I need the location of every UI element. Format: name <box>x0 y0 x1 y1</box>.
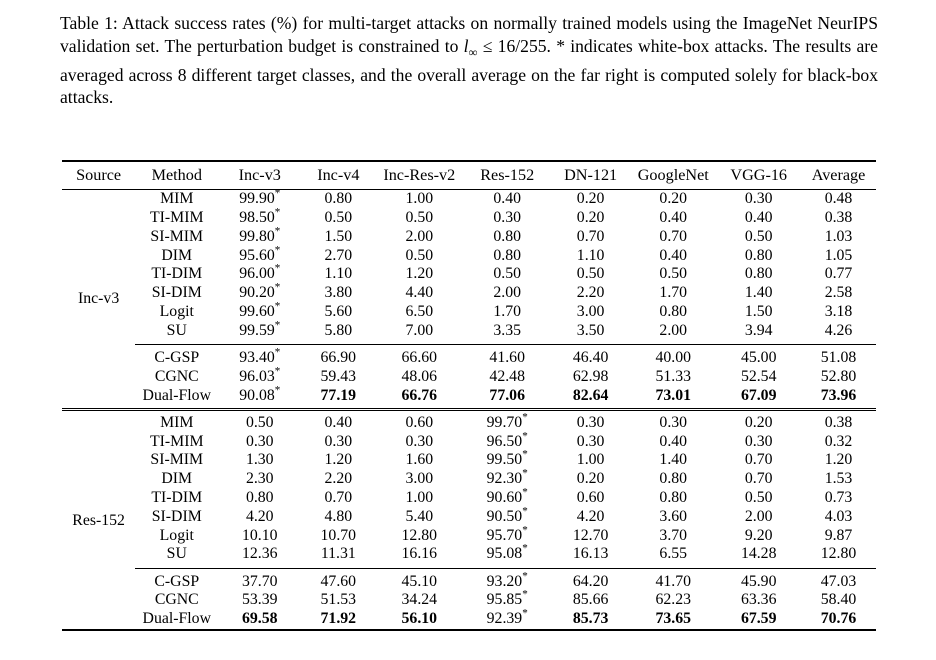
table-row <box>62 321 876 344</box>
value-cell: 0.48 <box>824 190 853 208</box>
value-cell: 63.36 <box>740 591 777 609</box>
value-cell: 0.40 <box>659 208 688 226</box>
whitebox-star: * <box>274 225 281 238</box>
value-cell: 82.64 <box>572 386 609 404</box>
value-cell: 93.40* <box>218 344 301 367</box>
method-label: C-GSP <box>135 344 218 367</box>
value-cell: 45.00 <box>716 344 801 367</box>
value-cell: 66.76 <box>401 386 438 404</box>
table-row <box>62 386 876 409</box>
column-header-average: Average <box>801 161 876 190</box>
value-cell: 1.10 <box>324 265 353 283</box>
value-cell: 3.94 <box>744 321 773 339</box>
method-label: Logit <box>159 526 194 544</box>
value-cell: 58.40 <box>820 591 857 609</box>
header-row <box>62 161 876 190</box>
method-label: TI-MIM <box>149 208 204 226</box>
value-cell: 96.03* <box>239 365 281 385</box>
value-cell: 93.20* <box>463 568 551 591</box>
value-cell: 0.20 <box>576 470 605 488</box>
value-cell: 99.70* <box>463 409 551 432</box>
table-row <box>62 284 876 303</box>
value-cell: 3.35 <box>493 321 522 339</box>
value-cell: 1.50 <box>324 227 353 245</box>
whitebox-star: * <box>522 467 528 480</box>
value-cell: 0.40 <box>301 409 375 432</box>
value-cell: 1.70 <box>659 284 688 302</box>
value-cell: 0.60 <box>576 488 605 506</box>
value-cell: 1.40 <box>659 451 688 469</box>
value-cell: 51.33 <box>655 367 692 385</box>
value-cell: 0.80 <box>659 302 688 320</box>
table-row <box>62 367 876 386</box>
table-row <box>62 545 876 568</box>
value-cell: 0.38 <box>801 409 876 432</box>
value-cell: 0.30 <box>493 208 522 226</box>
value-cell: 0.40 <box>659 432 688 450</box>
method-label: SI-DIM <box>151 284 202 302</box>
value-cell: 95.08* <box>486 543 528 563</box>
value-cell: 1.20 <box>405 265 434 283</box>
table-caption <box>0 0 878 109</box>
whitebox-star: * <box>522 449 528 462</box>
results-table <box>62 160 876 631</box>
value-cell: 48.06 <box>401 367 438 385</box>
value-cell: 95.60* <box>239 244 281 264</box>
value-cell: 3.80 <box>324 284 353 302</box>
method-label: TI-DIM <box>151 265 203 283</box>
value-cell: 67.59 <box>740 610 777 628</box>
column-header-inc-res-v2: Inc-Res-v2 <box>375 161 463 190</box>
value-cell: 42.48 <box>489 367 525 385</box>
value-cell: 4.20 <box>576 507 605 525</box>
value-cell: 4.20 <box>245 507 274 525</box>
value-cell: 12.70 <box>572 526 609 544</box>
value-cell: 0.20 <box>576 190 605 208</box>
value-cell: 1.70 <box>493 302 522 320</box>
value-cell: 96.50* <box>486 430 528 450</box>
value-cell: 4.26 <box>824 321 853 339</box>
table-row <box>62 246 876 265</box>
table-row <box>62 610 876 630</box>
value-cell: 0.80 <box>744 246 773 264</box>
table-row <box>62 189 876 208</box>
column-header-method: Method <box>135 161 218 190</box>
value-cell: 2.00 <box>744 507 773 525</box>
value-cell: 66.90 <box>301 344 375 367</box>
value-cell: 98.50* <box>239 206 281 226</box>
value-cell: 5.60 <box>324 302 353 320</box>
method-label: TI-MIM <box>149 432 204 450</box>
value-cell: 12.36 <box>242 545 278 563</box>
value-cell: 64.20 <box>551 568 630 591</box>
method-label: SI-MIM <box>150 451 204 469</box>
value-cell: 2.00 <box>659 321 688 339</box>
value-cell: 56.10 <box>401 610 438 628</box>
whitebox-star: * <box>522 570 528 583</box>
value-cell: 90.60* <box>486 486 528 506</box>
value-cell: 90.50* <box>486 505 528 525</box>
column-header-inc-v3: Inc-v3 <box>218 161 301 190</box>
method-label: CGNC <box>154 591 199 609</box>
value-cell: 0.30 <box>744 432 773 450</box>
value-cell: 0.30 <box>245 432 274 450</box>
value-cell: 4.03 <box>824 507 853 525</box>
whitebox-star: * <box>274 365 281 378</box>
value-cell: 7.00 <box>405 321 434 339</box>
table-row <box>62 451 876 470</box>
value-cell: 1.53 <box>824 470 853 488</box>
table-body <box>62 189 876 629</box>
whitebox-star: * <box>522 589 528 602</box>
table-row <box>62 209 876 228</box>
value-cell: 2.30 <box>245 470 274 488</box>
caption-label: Table 1: <box>60 13 118 33</box>
value-cell: 1.50 <box>744 302 773 320</box>
value-cell: 0.38 <box>824 208 853 226</box>
table-row <box>62 409 876 432</box>
value-cell: 51.53 <box>320 591 357 609</box>
table-row <box>62 432 876 451</box>
value-cell: 0.80 <box>493 246 522 264</box>
method-label: Logit <box>159 302 194 320</box>
value-cell: 12.80 <box>401 526 438 544</box>
value-cell: 1.00 <box>405 488 434 506</box>
method-label: C-GSP <box>135 568 218 591</box>
value-cell: 99.90* <box>239 187 281 208</box>
table-row <box>62 470 876 489</box>
value-cell: 70.76 <box>820 610 857 628</box>
value-cell: 0.50 <box>744 227 773 245</box>
value-cell: 99.59* <box>239 319 281 339</box>
whitebox-star: * <box>274 300 281 313</box>
value-cell: 3.18 <box>824 302 853 320</box>
value-cell: 1.60 <box>405 451 434 469</box>
value-cell: 41.70 <box>630 568 716 591</box>
value-cell: 45.10 <box>375 568 463 591</box>
value-cell: 96.00* <box>239 263 281 283</box>
value-cell: 77.19 <box>320 386 357 404</box>
method-label: TI-DIM <box>151 488 203 506</box>
value-cell: 0.80 <box>659 470 688 488</box>
value-cell: 85.73 <box>572 610 609 628</box>
value-cell: 0.30 <box>324 432 353 450</box>
value-cell: 9.20 <box>744 526 773 544</box>
value-cell: 66.60 <box>375 344 463 367</box>
caption-text-after-math: * indicates white-box attacks. The results are averaged across 8 different target classes, and the overall average on the far right is computed solely for black-box attacks. <box>60 35 878 108</box>
table-row <box>62 227 876 246</box>
value-cell: 95.85* <box>486 589 528 609</box>
value-cell: 0.50 <box>405 208 434 226</box>
whitebox-star: * <box>274 206 281 219</box>
whitebox-star: * <box>274 263 281 276</box>
value-cell: 34.24 <box>401 591 438 609</box>
value-cell: 90.20* <box>239 281 281 302</box>
table-row <box>62 507 876 526</box>
value-cell: 0.50 <box>576 265 605 283</box>
value-cell: 5.40 <box>405 507 434 525</box>
value-cell: 0.50 <box>405 246 434 264</box>
value-cell: 14.28 <box>740 545 777 563</box>
value-cell: 0.80 <box>324 190 353 208</box>
value-cell: 0.70 <box>324 488 353 506</box>
value-cell: 12.80 <box>820 545 857 563</box>
value-cell: 62.23 <box>655 591 692 609</box>
whitebox-star: * <box>274 384 281 397</box>
value-cell: 90.08* <box>239 384 281 404</box>
value-cell: 16.13 <box>572 545 609 563</box>
value-cell: 0.40 <box>744 208 773 226</box>
value-cell: 10.70 <box>320 526 357 544</box>
value-cell: 73.65 <box>655 610 692 628</box>
value-cell: 10.10 <box>242 526 278 544</box>
source-label: Res-152 <box>62 409 135 629</box>
value-cell: 59.43 <box>320 367 357 385</box>
method-label: SU <box>166 545 187 563</box>
value-cell: 2.20 <box>324 470 353 488</box>
value-cell: 62.98 <box>572 367 609 385</box>
value-cell: 92.30* <box>486 467 528 488</box>
value-cell: 4.80 <box>324 507 353 525</box>
method-label: SI-MIM <box>150 227 204 245</box>
math-variable: l <box>463 35 469 56</box>
value-cell: 9.87 <box>824 526 853 544</box>
value-cell: 0.70 <box>744 451 773 469</box>
value-cell: 73.96 <box>820 386 857 404</box>
value-cell: 67.09 <box>740 386 777 404</box>
value-cell: 0.70 <box>576 227 605 245</box>
value-cell: 0.80 <box>493 227 522 245</box>
table-row <box>62 303 876 322</box>
method-label: MIM <box>160 190 194 208</box>
table-row <box>62 344 876 367</box>
value-cell: 69.58 <box>242 610 278 628</box>
value-cell: 47.03 <box>801 568 876 591</box>
value-cell: 0.73 <box>824 488 853 506</box>
table-row <box>62 526 876 545</box>
whitebox-star: * <box>274 187 281 200</box>
value-cell: 1.03 <box>824 227 853 245</box>
value-cell: 0.40 <box>493 190 522 208</box>
value-cell: 3.70 <box>659 526 688 544</box>
value-cell: 0.50 <box>744 488 773 506</box>
value-cell: 0.30 <box>405 432 434 450</box>
value-cell: 2.00 <box>493 284 522 302</box>
value-cell: 46.40 <box>551 344 630 367</box>
value-cell: 53.39 <box>242 591 278 609</box>
value-cell: 37.70 <box>218 568 301 591</box>
value-cell: 73.01 <box>655 386 692 404</box>
value-cell: 0.80 <box>245 488 274 506</box>
value-cell: 0.50 <box>659 265 688 283</box>
value-cell: 0.30 <box>551 409 630 432</box>
value-cell: 0.60 <box>375 409 463 432</box>
method-label: SI-DIM <box>151 507 202 525</box>
method-label: DIM <box>161 470 193 488</box>
value-cell: 1.10 <box>576 246 605 264</box>
value-cell: 6.55 <box>659 545 688 563</box>
value-cell: 52.54 <box>740 367 777 385</box>
value-cell: 0.70 <box>659 227 688 245</box>
value-cell: 0.80 <box>659 488 688 506</box>
value-cell: 0.30 <box>576 432 605 450</box>
value-cell: 1.40 <box>744 284 773 302</box>
method-label: SU <box>166 321 187 339</box>
value-cell: 71.92 <box>320 610 357 628</box>
source-label: Inc-v3 <box>78 289 120 307</box>
value-cell: 0.32 <box>824 432 853 450</box>
whitebox-star: * <box>522 486 528 499</box>
value-cell: 1.05 <box>824 246 853 264</box>
whitebox-star: * <box>522 543 528 556</box>
math-rest: ≤ 16/255. <box>477 35 551 56</box>
whitebox-star: * <box>274 281 281 294</box>
value-cell: 2.20 <box>576 284 605 302</box>
value-cell: 77.06 <box>489 386 525 404</box>
table-row <box>62 591 876 610</box>
value-cell: 6.50 <box>405 302 434 320</box>
value-cell: 5.80 <box>324 321 353 339</box>
whitebox-star: * <box>274 346 281 359</box>
whitebox-star: * <box>274 244 281 257</box>
math-expression <box>463 35 551 60</box>
math-subscript: ∞ <box>468 45 478 60</box>
value-cell: 0.80 <box>744 265 773 283</box>
value-cell: 16.16 <box>401 545 438 563</box>
value-cell: 1.00 <box>576 451 605 469</box>
value-cell: 0.77 <box>824 265 853 283</box>
value-cell: 0.20 <box>576 208 605 226</box>
table-row <box>62 265 876 284</box>
value-cell: 40.00 <box>630 344 716 367</box>
column-header-vgg-16: VGG-16 <box>716 161 801 190</box>
value-cell: 3.60 <box>659 507 688 525</box>
value-cell: 0.40 <box>659 246 688 264</box>
value-cell: 45.90 <box>716 568 801 591</box>
value-cell: 3.00 <box>576 302 605 320</box>
value-cell: 0.30 <box>744 190 773 208</box>
value-cell: 95.70* <box>486 524 528 544</box>
whitebox-star: * <box>522 505 528 518</box>
value-cell: 85.66 <box>572 591 609 609</box>
value-cell: 0.70 <box>744 470 773 488</box>
whitebox-star: * <box>522 430 528 443</box>
column-header-googlenet: GoogleNet <box>630 161 716 190</box>
value-cell: 11.31 <box>320 545 356 563</box>
value-cell: 52.80 <box>820 367 857 385</box>
table-header <box>62 161 876 190</box>
value-cell: 41.60 <box>463 344 551 367</box>
caption-text-before-math: Attack success rates (%) for multi-target attacks on normally trained models using the ImageNet NeurIPS validation set. The perturbation budget is constrained to <box>60 13 879 56</box>
value-cell: 0.50 <box>218 409 301 432</box>
table-row <box>62 568 876 591</box>
value-cell: 47.60 <box>301 568 375 591</box>
column-header-source: Source <box>62 161 135 190</box>
value-cell: 1.20 <box>824 451 853 469</box>
method-label: Dual-Flow <box>142 610 211 628</box>
value-cell: 0.50 <box>324 208 353 226</box>
table-row <box>62 489 876 508</box>
value-cell: 0.20 <box>659 190 688 208</box>
value-cell: 51.08 <box>801 344 876 367</box>
value-cell: 2.70 <box>324 246 353 264</box>
value-cell: 99.60* <box>239 300 281 320</box>
method-label: CGNC <box>154 367 199 385</box>
whitebox-star: * <box>522 411 528 424</box>
value-cell: 4.40 <box>405 284 434 302</box>
value-cell: 1.30 <box>245 451 274 469</box>
value-cell: 99.50* <box>486 449 528 469</box>
value-cell: 1.20 <box>324 451 353 469</box>
value-cell: 0.50 <box>493 265 522 283</box>
whitebox-star: * <box>522 524 528 537</box>
value-cell: 92.39* <box>486 607 528 628</box>
value-cell: 2.58 <box>824 284 853 302</box>
column-header-res-152: Res-152 <box>463 161 551 190</box>
value-cell: 1.00 <box>405 190 434 208</box>
value-cell: 0.20 <box>716 409 801 432</box>
method-label: MIM <box>135 409 218 432</box>
value-cell: 3.50 <box>576 321 605 339</box>
value-cell: 99.80* <box>239 225 281 245</box>
column-header-inc-v4: Inc-v4 <box>301 161 375 190</box>
method-label: Dual-Flow <box>142 386 211 404</box>
value-cell: 2.00 <box>405 227 434 245</box>
whitebox-star: * <box>274 319 281 332</box>
column-header-dn-121: DN-121 <box>551 161 630 190</box>
value-cell: 0.30 <box>630 409 716 432</box>
method-label: DIM <box>161 246 193 264</box>
value-cell: 3.00 <box>405 470 434 488</box>
whitebox-star: * <box>522 607 528 620</box>
